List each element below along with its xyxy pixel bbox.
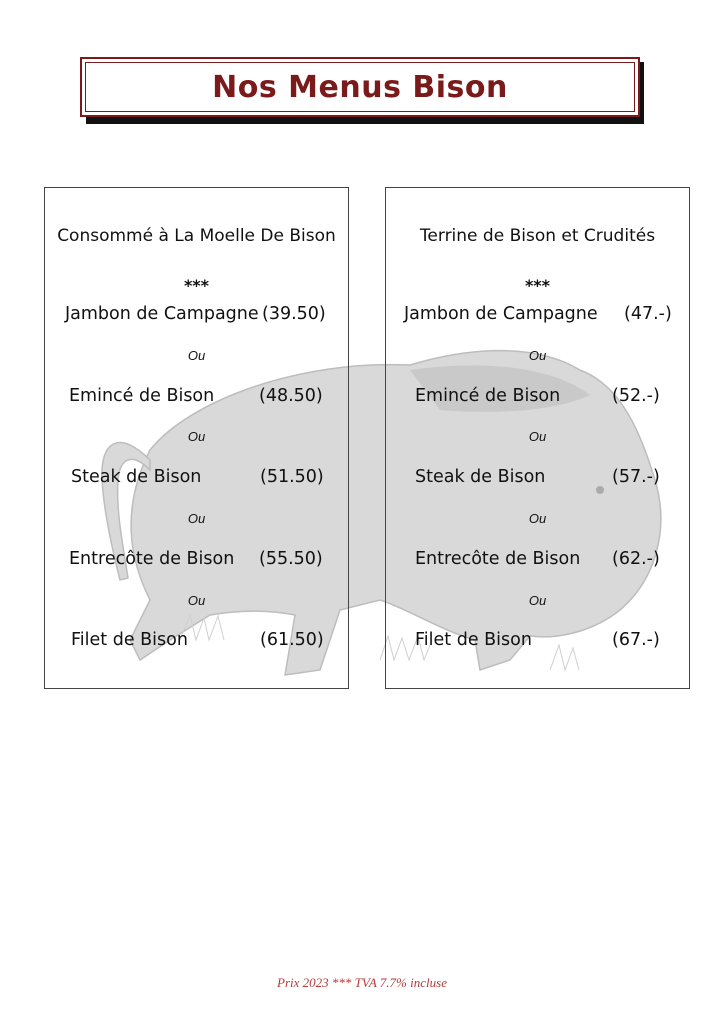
menu-item-name: Filet de Bison: [415, 630, 532, 650]
menu-item-price: (62.-): [612, 549, 660, 569]
menu-item-name: Emincé de Bison: [415, 386, 561, 406]
title-banner: [80, 57, 640, 117]
separator: ***: [183, 276, 210, 295]
menu-item-name: Steak de Bison: [415, 467, 546, 487]
or-label: Ou: [528, 429, 547, 444]
menu-panel-right: [385, 187, 690, 689]
menu-item-price: (57.-): [612, 467, 660, 487]
starter-dish: Consommé à La Moelle De Bison: [57, 226, 336, 246]
menu-item-name: Jambon de Campagne: [65, 304, 259, 324]
page-title: Nos Menus Bison: [212, 69, 508, 105]
menu-item-price: (48.50): [259, 386, 323, 406]
menu-item-name: Entrecôte de Bison: [69, 549, 235, 569]
separator: ***: [524, 276, 551, 295]
menu-item-price: (67.-): [612, 630, 660, 650]
menu-item-name: Steak de Bison: [71, 467, 202, 487]
title-inner-frame: [85, 62, 635, 112]
or-label: Ou: [528, 511, 547, 526]
menu-item-price: (51.50): [260, 467, 324, 487]
menu-item-name: Filet de Bison: [71, 630, 188, 650]
menu-item-price: (55.50): [259, 549, 323, 569]
price-footer: Prix 2023 *** TVA 7.7% incluse: [277, 975, 447, 990]
menu-item-price: (39.50): [262, 304, 326, 324]
menu-panel-left: [44, 187, 349, 689]
or-label: Ou: [528, 593, 547, 608]
menu-item-price: (52.-): [612, 386, 660, 406]
menu-item-name: Jambon de Campagne: [404, 304, 598, 324]
or-label: Ou: [187, 593, 206, 608]
or-label: Ou: [187, 429, 206, 444]
or-label: Ou: [528, 348, 547, 363]
menu-item-name: Emincé de Bison: [69, 386, 215, 406]
menu-item-price: (47.-): [624, 304, 672, 324]
menu-item-name: Entrecôte de Bison: [415, 549, 581, 569]
starter-dish: Terrine de Bison et Crudités: [419, 226, 656, 246]
menu-item-price: (61.50): [260, 630, 324, 650]
or-label: Ou: [187, 511, 206, 526]
or-label: Ou: [187, 348, 206, 363]
